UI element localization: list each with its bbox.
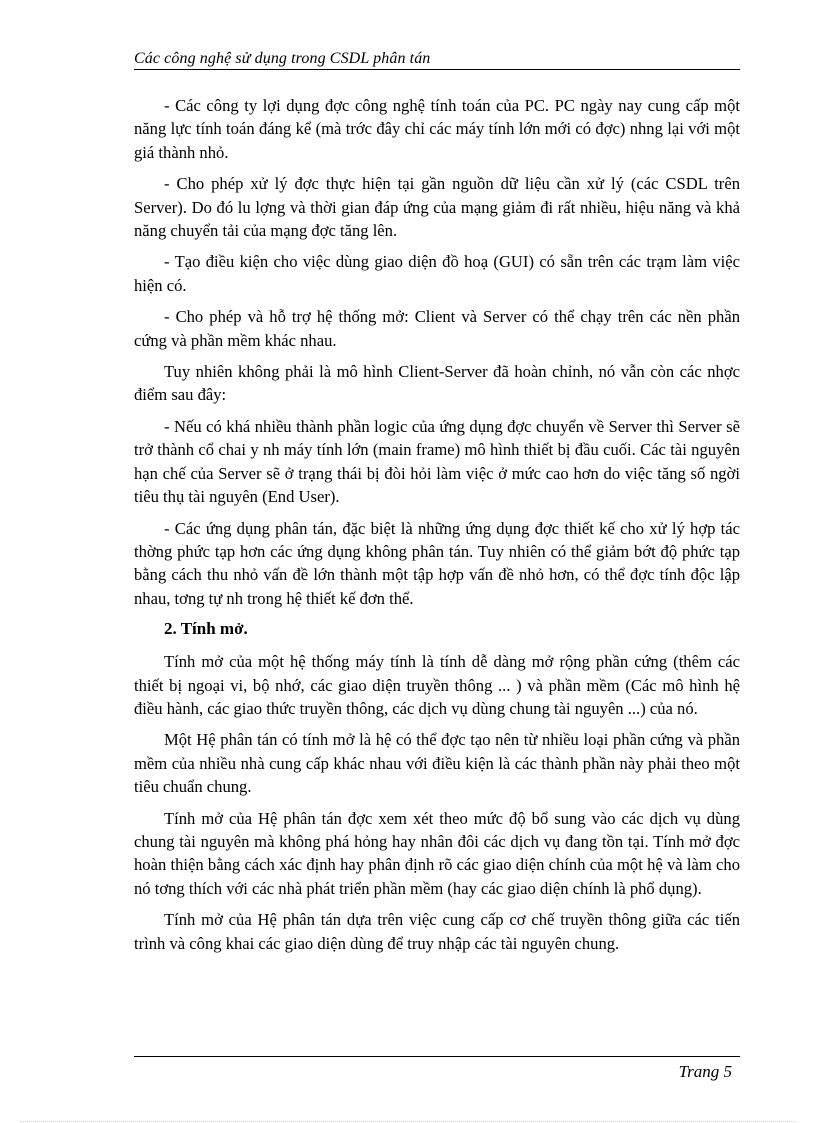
footer-divider [134,1056,740,1057]
section-paragraph: Tính mở của Hệ phân tán đợc xem xét theo mức độ bổ sung vào các dịch vụ dùng chung tài nguyên mà không phá hỏng hay nhân đôi các dịch vụ đang tồn tại. Tính mở đợc hoàn thiện bằng cách xác định hay phân định rõ các giao diện chính của một hệ và làm cho nó tơng thích với các nhà phát triển phần mềm (hay các giao diện chính là phổ dụng). [134,808,740,898]
paragraph: Tuy nhiên không phải là mô hình Client-Server đã hoàn chỉnh, nó vẫn còn các nhợc điểm sau đây: [134,362,740,405]
page-header-title: Các công nghệ sử dụng trong CSDL phân tán [134,50,740,70]
section-heading: 2. Tính mở. [164,619,248,639]
paragraph: - Cho phép và hỗ trợ hệ thống mở: Client và Server có thể chạy trên các nền phần cứng và phần mềm khác nhau. [134,307,740,350]
section-paragraph: Một Hệ phân tán có tính mở là hệ có thể đợc tạo nên từ nhiều loại phần cứng và phần mềm của nhiều nhà cung cấp khác nhau với điều kiện là các thành phần này phải theo một tiêu chuẩn chung. [134,730,740,797]
paragraph: - Cho phép xử lý đợc thực hiện tại gần nguồn dữ liệu cần xử lý (các CSDL trên Server). Do đó lu lợng và thời gian đáp ứng của mạng giảm đi rất nhiều, hiệu năng và khả năng chuyển tải của mạng đợc tăng lên. [134,174,740,241]
section-paragraph: Tính mở của Hệ phân tán dựa trên việc cung cấp cơ chế truyền thông giữa các tiến trình và công khai các giao diện dùng để truy nhập các tài nguyên chung. [134,910,740,953]
document-body [134,94,740,963]
page-number: Trang 5 [678,1062,732,1081]
section-paragraph: Tính mở của một hệ thống máy tính là tính dễ dàng mở rộng phần cứng (thêm các thiết bị ngoại vi, bộ nhớ, các giao diện truyền thông ... ) và phần mềm (Các mô hình hệ điều hành, các giao thức truyền thông, các dịch vụ dùng chung tài nguyên ...) của nó. [134,652,740,718]
paragraph: - Tạo điều kiện cho việc dùng giao diện đồ hoạ (GUI) có sẵn trên các trạm làm việc hiện có. [134,252,740,295]
paragraph: - Các ứng dụng phân tán, đặc biệt là những ứng dụng đợc thiết kế cho xử lý hợp tác thờng phức tạp hơn các ứng dụng không phân tán. Tuy nhiên có thể giảm bớt độ phức tạp bằng cách thu nhỏ vấn đề lớn thành một tập hợp vấn đề nhỏ hơn, có thể đợc tính độc lập nhau, tơng tự nh trong hệ thiết kế đơn thể. [134,518,740,608]
page-edge-divider [20,1121,796,1122]
paragraph: - Các công ty lợi dụng đợc công nghệ tính toán của PC. PC ngày nay cung cấp một năng lực tính toán đáng kể (mà trớc đây chỉ các máy tính lớn mới có đợc) nhng lại với một giá thành nhỏ. [134,96,740,162]
paragraph: - Nếu có khá nhiều thành phần logic của ứng dụng đợc chuyển về Server thì Server sẽ trở thành cổ chai y nh máy tính lớn (main frame) mô hình thiết bị đầu cuối. Các tài nguyên hạn chế của Server sẽ ở trạng thái bị đòi hỏi làm việc ở mức cao hơn do việc tăng số ngời tiêu thụ tài nguyên (End User). [134,416,740,507]
